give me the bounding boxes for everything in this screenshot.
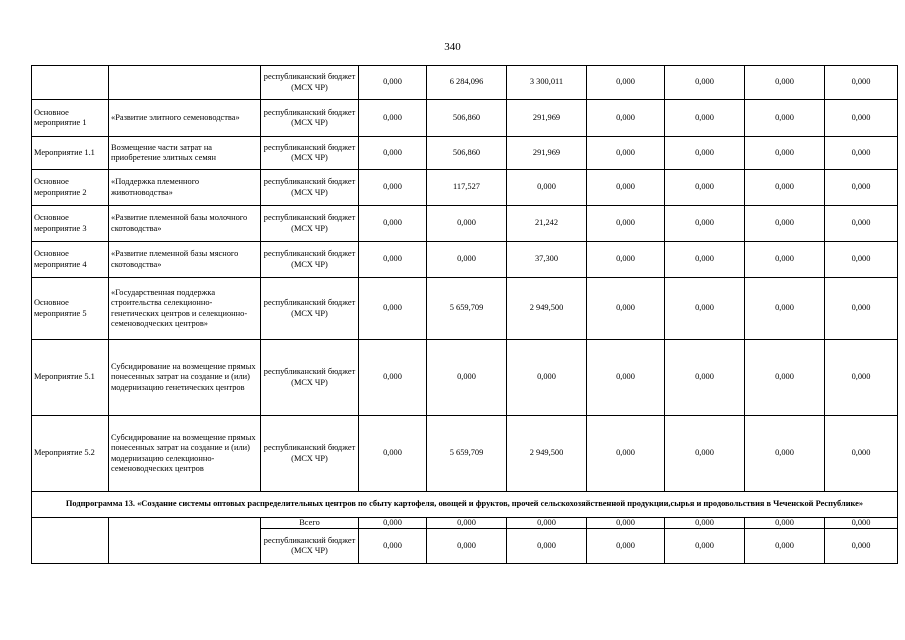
table-row	[32, 170, 898, 206]
value-cell: 0,000	[427, 518, 507, 529]
value-cell: 0,000	[587, 206, 665, 242]
value-cell: 0,000	[359, 529, 427, 564]
value-cell: 0,000	[745, 529, 825, 564]
row-funding-source: республиканский бюджет (МСХ ЧР)	[261, 137, 359, 170]
subprogram-header-row	[32, 492, 898, 518]
value-cell: 0,000	[665, 278, 745, 340]
row-funding-source: республиканский бюджет (МСХ ЧР)	[261, 416, 359, 492]
row-code: Мероприятие 5.2	[32, 416, 109, 492]
value-cell: 506,860	[427, 100, 507, 137]
value-cell: 0,000	[665, 242, 745, 278]
value-cell: 0,000	[587, 242, 665, 278]
value-cell: 21,242	[507, 206, 587, 242]
row-code: Основное мероприятие 5	[32, 278, 109, 340]
value-cell: 0,000	[665, 529, 745, 564]
value-cell: 0,000	[587, 137, 665, 170]
value-cell: 0,000	[665, 416, 745, 492]
value-cell: 0,000	[427, 340, 507, 416]
row-funding-source: республиканский бюджет (МСХ ЧР)	[261, 170, 359, 206]
value-cell: 0,000	[745, 518, 825, 529]
table-row	[32, 242, 898, 278]
value-cell: 0,000	[359, 100, 427, 137]
value-cell: 291,969	[507, 137, 587, 170]
value-cell: 0,000	[825, 242, 898, 278]
value-cell: 0,000	[507, 170, 587, 206]
row-code	[32, 66, 109, 100]
value-cell: 0,000	[359, 170, 427, 206]
table-row	[32, 416, 898, 492]
value-cell: 0,000	[745, 278, 825, 340]
value-cell: 0,000	[825, 529, 898, 564]
row-code: Мероприятие 1.1	[32, 137, 109, 170]
value-cell: 5 659,709	[427, 278, 507, 340]
value-cell: 0,000	[359, 206, 427, 242]
value-cell: 0,000	[665, 518, 745, 529]
value-cell: 0,000	[745, 416, 825, 492]
value-cell: 0,000	[665, 66, 745, 100]
value-cell: 0,000	[825, 66, 898, 100]
value-cell: 0,000	[825, 137, 898, 170]
row-name: Субсидирование на возмещение прямых понесенных затрат на создание и (или) модернизацию генетических центров	[109, 340, 261, 416]
row-funding-source: республиканский бюджет (МСХ ЧР)	[261, 529, 359, 564]
table-row	[32, 518, 898, 529]
row-code	[32, 518, 109, 564]
row-code: Основное мероприятие 2	[32, 170, 109, 206]
table-row	[32, 137, 898, 170]
row-name: «Развитие племенной базы молочного скотоводства»	[109, 206, 261, 242]
value-cell: 0,000	[587, 278, 665, 340]
value-cell: 0,000	[825, 170, 898, 206]
value-cell: 5 659,709	[427, 416, 507, 492]
value-cell: 0,000	[825, 278, 898, 340]
row-code: Основное мероприятие 3	[32, 206, 109, 242]
row-name: «Развитие племенной базы мясного скотоводства»	[109, 242, 261, 278]
row-name: Субсидирование на возмещение прямых понесенных затрат на создание и (или) модернизацию селекционно-семеноводческих центров	[109, 416, 261, 492]
value-cell: 37,300	[507, 242, 587, 278]
value-cell: 0,000	[665, 206, 745, 242]
value-cell: 0,000	[359, 278, 427, 340]
value-cell: 0,000	[745, 340, 825, 416]
value-cell: 6 284,096	[427, 66, 507, 100]
value-cell: 0,000	[745, 242, 825, 278]
value-cell: 0,000	[359, 416, 427, 492]
row-code: Мероприятие 5.1	[32, 340, 109, 416]
row-funding-source: республиканский бюджет (МСХ ЧР)	[261, 66, 359, 100]
table-row	[32, 278, 898, 340]
row-name	[109, 66, 261, 100]
value-cell: 0,000	[359, 518, 427, 529]
value-cell: 2 949,500	[507, 416, 587, 492]
value-cell: 0,000	[427, 529, 507, 564]
value-cell: 0,000	[825, 100, 898, 137]
row-name: «Государственная поддержка строительства селекционно-генетических центров и селекционно-семеноводческих центров»	[109, 278, 261, 340]
table-row	[32, 206, 898, 242]
value-cell: 0,000	[745, 170, 825, 206]
value-cell: 0,000	[359, 137, 427, 170]
value-cell: 0,000	[587, 518, 665, 529]
row-funding-source: республиканский бюджет (МСХ ЧР)	[261, 100, 359, 137]
value-cell: 0,000	[359, 340, 427, 416]
row-name	[109, 518, 261, 564]
value-cell: 0,000	[587, 100, 665, 137]
value-cell: 0,000	[665, 100, 745, 137]
value-cell: 0,000	[745, 206, 825, 242]
table-row	[32, 340, 898, 416]
row-funding-source: республиканский бюджет (МСХ ЧР)	[261, 242, 359, 278]
table-row	[32, 100, 898, 137]
value-cell: 0,000	[587, 170, 665, 206]
value-cell: 3 300,011	[507, 66, 587, 100]
value-cell: 0,000	[507, 518, 587, 529]
row-name: Возмещение части затрат на приобретение элитных семян	[109, 137, 261, 170]
value-cell: 0,000	[745, 137, 825, 170]
value-cell: 0,000	[507, 340, 587, 416]
row-funding-source: Всего	[261, 518, 359, 529]
value-cell: 0,000	[507, 529, 587, 564]
value-cell: 0,000	[825, 416, 898, 492]
value-cell: 0,000	[745, 66, 825, 100]
value-cell: 0,000	[587, 529, 665, 564]
value-cell: 0,000	[587, 340, 665, 416]
value-cell: 291,969	[507, 100, 587, 137]
value-cell: 117,527	[427, 170, 507, 206]
value-cell: 0,000	[587, 66, 665, 100]
value-cell: 0,000	[825, 340, 898, 416]
value-cell: 0,000	[825, 518, 898, 529]
row-funding-source: республиканский бюджет (МСХ ЧР)	[261, 278, 359, 340]
value-cell: 0,000	[745, 100, 825, 137]
value-cell: 506,860	[427, 137, 507, 170]
value-cell: 0,000	[359, 242, 427, 278]
row-name: «Поддержка племенного животноводства»	[109, 170, 261, 206]
row-code: Основное мероприятие 4	[32, 242, 109, 278]
value-cell: 0,000	[665, 340, 745, 416]
subprogram-title: Подпрограмма 13. «Создание системы оптовых распределительных центров по сбыту картофеля, овощей и фруктов, прочей сельскохозяйственной продукции,сырья и продовольствия в Чеченской Республике»	[32, 492, 898, 518]
row-name: «Развитие элитного семеноводства»	[109, 100, 261, 137]
value-cell: 0,000	[359, 66, 427, 100]
row-funding-source: республиканский бюджет (МСХ ЧР)	[261, 340, 359, 416]
page-number: 340	[444, 41, 461, 53]
row-funding-source: республиканский бюджет (МСХ ЧР)	[261, 206, 359, 242]
table-row	[32, 66, 898, 100]
value-cell: 0,000	[665, 170, 745, 206]
value-cell: 0,000	[587, 416, 665, 492]
budget-table	[31, 65, 898, 564]
value-cell: 0,000	[427, 242, 507, 278]
value-cell: 0,000	[427, 206, 507, 242]
row-code: Основное мероприятие 1	[32, 100, 109, 137]
value-cell: 0,000	[825, 206, 898, 242]
value-cell: 2 949,500	[507, 278, 587, 340]
value-cell: 0,000	[665, 137, 745, 170]
